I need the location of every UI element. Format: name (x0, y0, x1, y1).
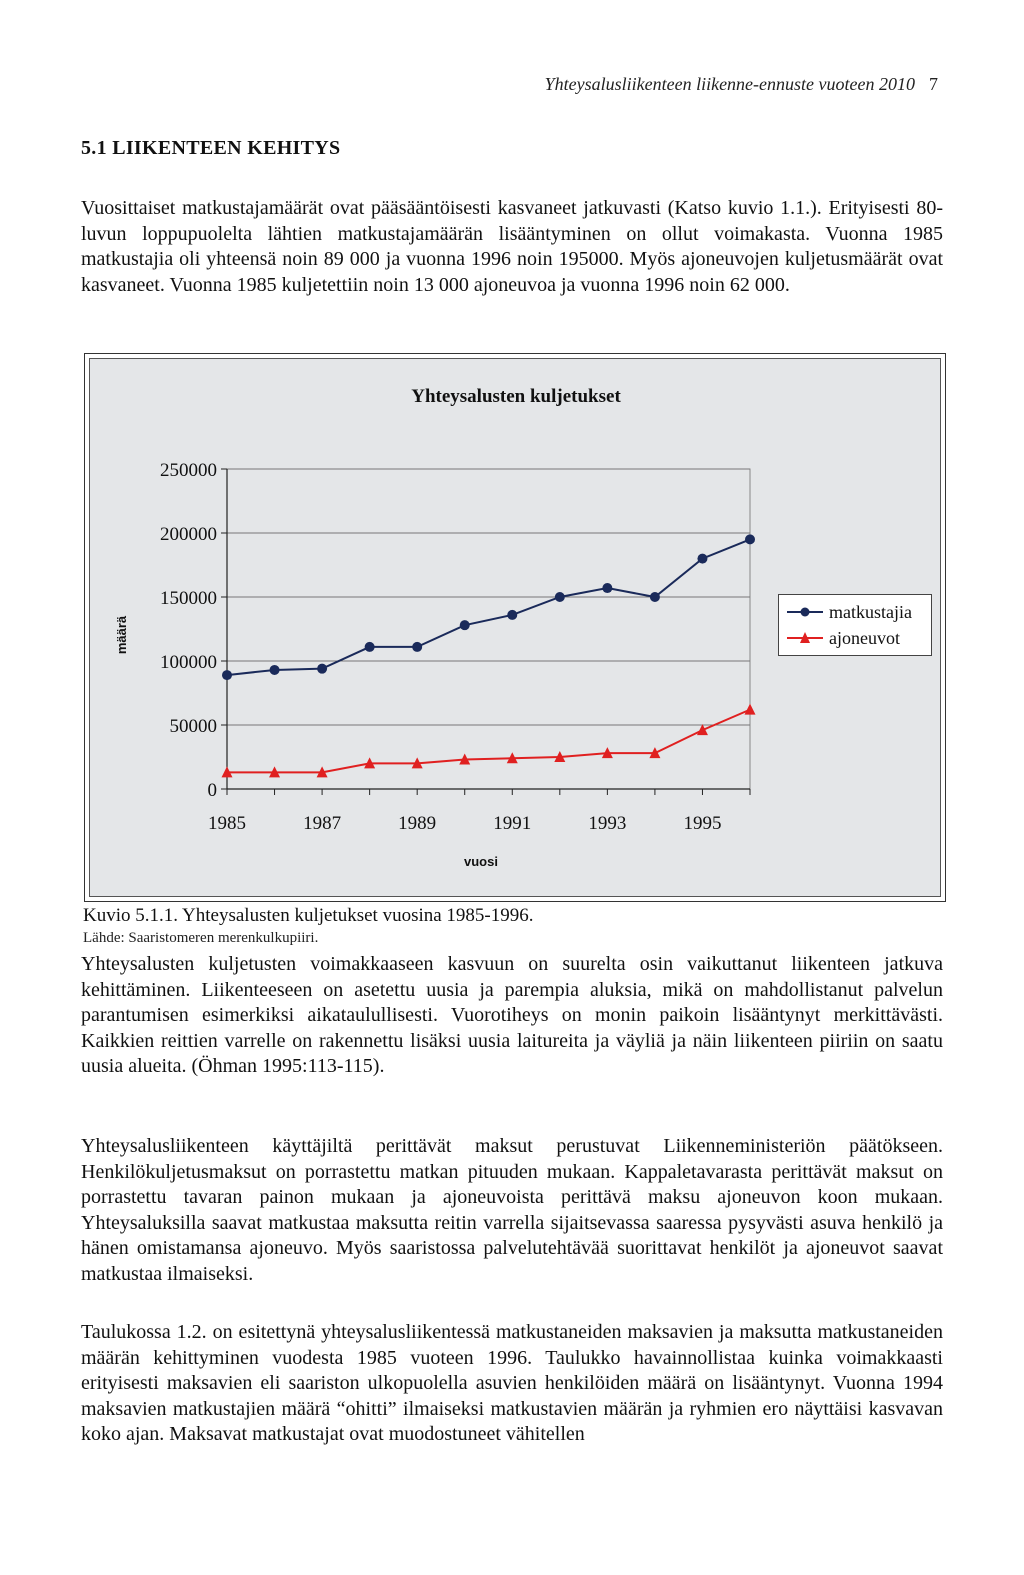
data-point-matkustajia (650, 592, 660, 602)
x-tick-label: 1993 (588, 813, 627, 834)
data-point-ajoneuvot (745, 704, 756, 715)
x-tick-label: 1985 (208, 813, 246, 834)
y-tick-label: 50000 (169, 716, 217, 737)
running-title: Yhteysalusliikenteen liikenne-ennuste vuoteen 2010 (544, 74, 915, 94)
y-axis-label: määrä (114, 615, 129, 655)
paragraph-2: Yhteysalusten kuljetusten voimakkaaseen kasvuun on suurelta osin vaikuttanut liikenteen jatkuva kehittäminen. Liikenteeseen on asetettu uusia ja parempia aluksia, mikä on mahdollistanut palvelun parantumisen esimerkiksi aikataulullisesti. Vuorotiheys on monin paikoin lisääntynyt merkittävästi. Kaikkien reittien varrelle on rakennettu lisäksi uusia laitureita ja väyliä ja näin liikenteen piiriin on saatu uusia alueita. (Öhman 1995:113-115). (81, 953, 943, 1078)
data-point-matkustajia (270, 665, 280, 675)
legend-item-matkustajia (785, 599, 925, 625)
circle-marker-icon (785, 605, 825, 619)
chart-legend (778, 594, 932, 656)
figure-source: Lähde: Saaristomeren merenkulkupiiri. (83, 930, 319, 946)
series-line-matkustajia (227, 539, 750, 675)
x-tick-label: 1987 (303, 813, 342, 834)
data-point-ajoneuvot (697, 724, 708, 735)
data-point-matkustajia (555, 592, 565, 602)
data-point-matkustajia (412, 642, 422, 652)
y-tick-label: 150000 (160, 588, 217, 609)
data-point-matkustajia (222, 670, 232, 680)
legend-item-ajoneuvot (785, 625, 925, 651)
triangle-marker-icon (785, 631, 825, 645)
x-axis-label: vuosi (464, 854, 498, 869)
series-line-ajoneuvot (227, 710, 750, 773)
y-tick-label: 100000 (160, 652, 217, 673)
page-number: 7 (929, 74, 938, 94)
chart-title: Yhteysalusten kuljetukset (411, 386, 621, 407)
data-point-matkustajia (317, 664, 327, 674)
legend-label-ajoneuvot: ajoneuvot (829, 627, 900, 648)
data-point-matkustajia (365, 642, 375, 652)
legend-label-matkustajia: matkustajia (829, 601, 912, 622)
data-point-matkustajia (507, 610, 517, 620)
running-header (520, 74, 938, 95)
paragraph-3: Yhteysalusliikenteen käyttäjiltä perittävät maksut perustuvat Liikenneministeriön päätökseen. Henkilökuljetusmaksut on porrastettu matkan pituuden mukaan. Kappaletavarasta perittävät maksut on porrastettu tavaran painon mukaan ja ajoneuvoista perittävä maksu ajoneuvon koon mukaan. Yhteysaluksilla saavat matkustaa maksutta reitin varrella sijaitsevassa saaressa pysyvästi asuva henkilö ja hänen omistamansa ajoneuvo. Myös saaristossa palvelutehtävää suorittavat henkilöt ja ajoneuvot saavat matkustaa ilmaiseksi. (81, 1135, 943, 1285)
plot-border (227, 469, 750, 789)
data-point-matkustajia (745, 534, 755, 544)
paragraph-1: Vuosittaiset matkustajamäärät ovat pääsääntöisesti kasvaneet jatkuvasti (Katso kuvio 1.1.). Erityisesti 80-luvun loppupuolelta lähtien matkustajamäärän lisääntyminen on ollut voimakasta. Vuonna 1985 matkustajia oli yhteensä noin 89 000 ja vuonna 1996 noin 195000. Myös ajoneuvojen kuljetusmäärät ovat kasvaneet. Vuonna 1985 kuljetettiin noin 13 000 ajoneuvoa ja vuonna 1996 noin 62 000. (81, 197, 943, 296)
paragraph-4: Taulukossa 1.2. on esitettynä yhteysalusliikentessä matkustaneiden maksavien ja maksutta matkustaneiden määrän kehittyminen vuodesta 1985 vuoteen 1996. Taulukko havainnollistaa kuinka voimakkaasti erityisesti maksavien eli saariston ulkopuolella asuvien henkilöiden määrä on lisääntynyt. Vuonna 1994 maksavien matkustajien määrä “ohitti” ilmaiseksi matkustavien määrän ja ryhmien ero näyttäisi kasvavan koko ajan. Maksavat matkustajat ovat muodostuneet vähitellen (81, 1321, 943, 1446)
y-tick-label: 200000 (160, 524, 217, 545)
x-tick-label: 1995 (683, 813, 722, 834)
x-tick-label: 1991 (493, 813, 532, 834)
y-tick-label: 0 (207, 780, 217, 801)
data-point-matkustajia (460, 620, 470, 630)
data-point-matkustajia (602, 583, 612, 593)
y-tick-label: 250000 (160, 460, 217, 481)
data-point-matkustajia (697, 554, 707, 564)
figure-caption: Kuvio 5.1.1. Yhteysalusten kuljetukset vuosina 1985-1996. (83, 905, 534, 926)
section-heading: 5.1 LIIKENTEEN KEHITYS (81, 137, 341, 159)
x-tick-label: 1989 (398, 813, 437, 834)
